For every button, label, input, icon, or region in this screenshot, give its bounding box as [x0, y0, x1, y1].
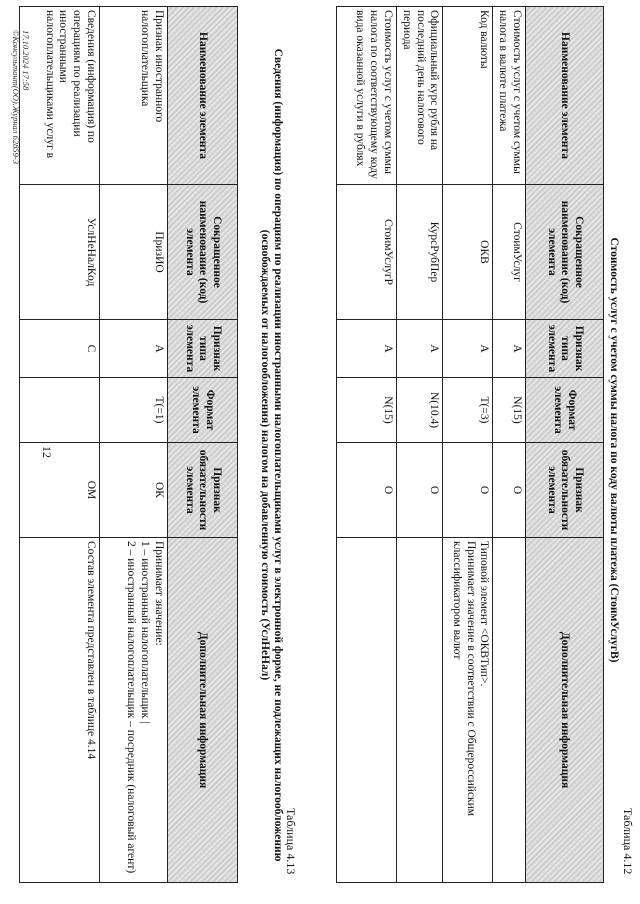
cell-type: С — [20, 320, 100, 378]
print-stamp-source: ©Консультант(ОО).Журнал 62859-3 — [11, 30, 22, 164]
page-number: 12 — [40, 446, 54, 458]
table-row — [20, 7, 100, 883]
cell-format: N(15) — [493, 378, 526, 443]
table-row — [443, 7, 493, 883]
table-row — [493, 7, 526, 883]
cell-required: О — [493, 443, 526, 538]
cell-name: Сведения (информация) по операциям по реализации иностранными налогоплательщиками услуг в — [20, 7, 100, 185]
cell-code: УслНеНалКод — [20, 185, 100, 320]
cell-format: N(15) — [337, 378, 397, 443]
table-4-12-header-row — [526, 7, 604, 883]
cell-required: ОК — [100, 443, 168, 538]
cell-name: Признак иностранного налогоплательщика — [100, 7, 168, 185]
cell-type: А — [443, 320, 493, 378]
cell-type: А — [100, 320, 168, 378]
table-row — [397, 7, 443, 883]
table-4-12 — [336, 6, 604, 883]
cell-name: Стоимость услуг с учетом суммы налога по соответствующему коду вида оказанной услуги в рублях — [337, 7, 397, 185]
cell-info: Принимает значение: 1 – иностранный налогоплательщик | 2 – иностранный налогоплательщик – посредник (налоговый агент) — [100, 538, 168, 883]
header-element-type: Признак типа элемента — [168, 320, 238, 378]
cell-code: СтоимУслугР — [337, 185, 397, 320]
header-additional-info: Дополнительная информация — [526, 538, 604, 883]
header-additional-info: Дополнительная информация — [168, 538, 238, 883]
table-4-13-label: Таблица 4.13 — [284, 808, 298, 875]
print-stamp-date: 17.10.2024 17:58 — [21, 30, 31, 91]
cell-required: О — [397, 443, 443, 538]
cell-info: Состав элемента представлен в таблице 4.14 — [20, 538, 100, 883]
cell-code: ПризИО — [100, 185, 168, 320]
cell-info — [397, 538, 443, 883]
table-row — [337, 7, 397, 883]
header-element-code: Сокращенное наименование (код) элемента — [526, 185, 604, 320]
table-4-12-label: Таблица 4.12 — [621, 808, 635, 875]
table-4-12-title: Стоимость услуг с учетом суммы налога по коду валюты платежа (СтоимУслугВ) — [608, 237, 620, 663]
cell-name: Код валюты — [443, 7, 493, 185]
header-element-name: Наименование элемента — [168, 7, 238, 185]
header-element-name: Наименование элемента — [526, 7, 604, 185]
cell-type: А — [397, 320, 443, 378]
header-element-format: Формат элемента — [526, 378, 604, 443]
cell-code: КурсРубПер — [397, 185, 443, 320]
cell-format: T(=3) — [443, 378, 493, 443]
cell-code: ОКВ — [443, 185, 493, 320]
cell-code: СтоимУслуг — [493, 185, 526, 320]
cell-info: Типовой элемент <ОКВТип>. Принимает значение в соответствии с Общероссийским классификатором валют — [443, 538, 493, 883]
cell-type: А — [493, 320, 526, 378]
cell-name: Официальный курс рубля на последний день налогового периода — [397, 7, 443, 185]
header-element-code: Сокращенное наименование (код) элемента — [168, 185, 238, 320]
table-4-13 — [19, 6, 238, 883]
cell-format: N(10.4) — [397, 378, 443, 443]
cell-format: T(=1) — [100, 378, 168, 443]
header-element-type: Признак типа элемента — [526, 320, 604, 378]
header-element-required: Признак обязательности элемента — [526, 443, 604, 538]
header-element-format: Формат элемента — [168, 378, 238, 443]
table-row — [100, 7, 168, 883]
cell-info — [337, 538, 397, 883]
cell-name: Стоимость услуг с учетом суммы налога в валюте платежа — [493, 7, 526, 185]
header-element-required: Признак обязательности элемента — [168, 443, 238, 538]
cell-required: О — [337, 443, 397, 538]
cell-required: О — [443, 443, 493, 538]
cell-format — [20, 378, 100, 443]
cell-info — [493, 538, 526, 883]
print-stamp — [10, 30, 30, 164]
cell-required: ОМ — [20, 443, 100, 538]
table-4-13-title: Сведения (информация) по операциям по реализации иностранными налогоплательщиками услуг в электронной форме, не подлежащих налогообложению (освобождаемых от налогообложения) налогом на добавленную стоимость (УслНеНал) — [258, 48, 284, 862]
table-4-13-header-row — [168, 7, 238, 883]
cell-type: А — [337, 320, 397, 378]
